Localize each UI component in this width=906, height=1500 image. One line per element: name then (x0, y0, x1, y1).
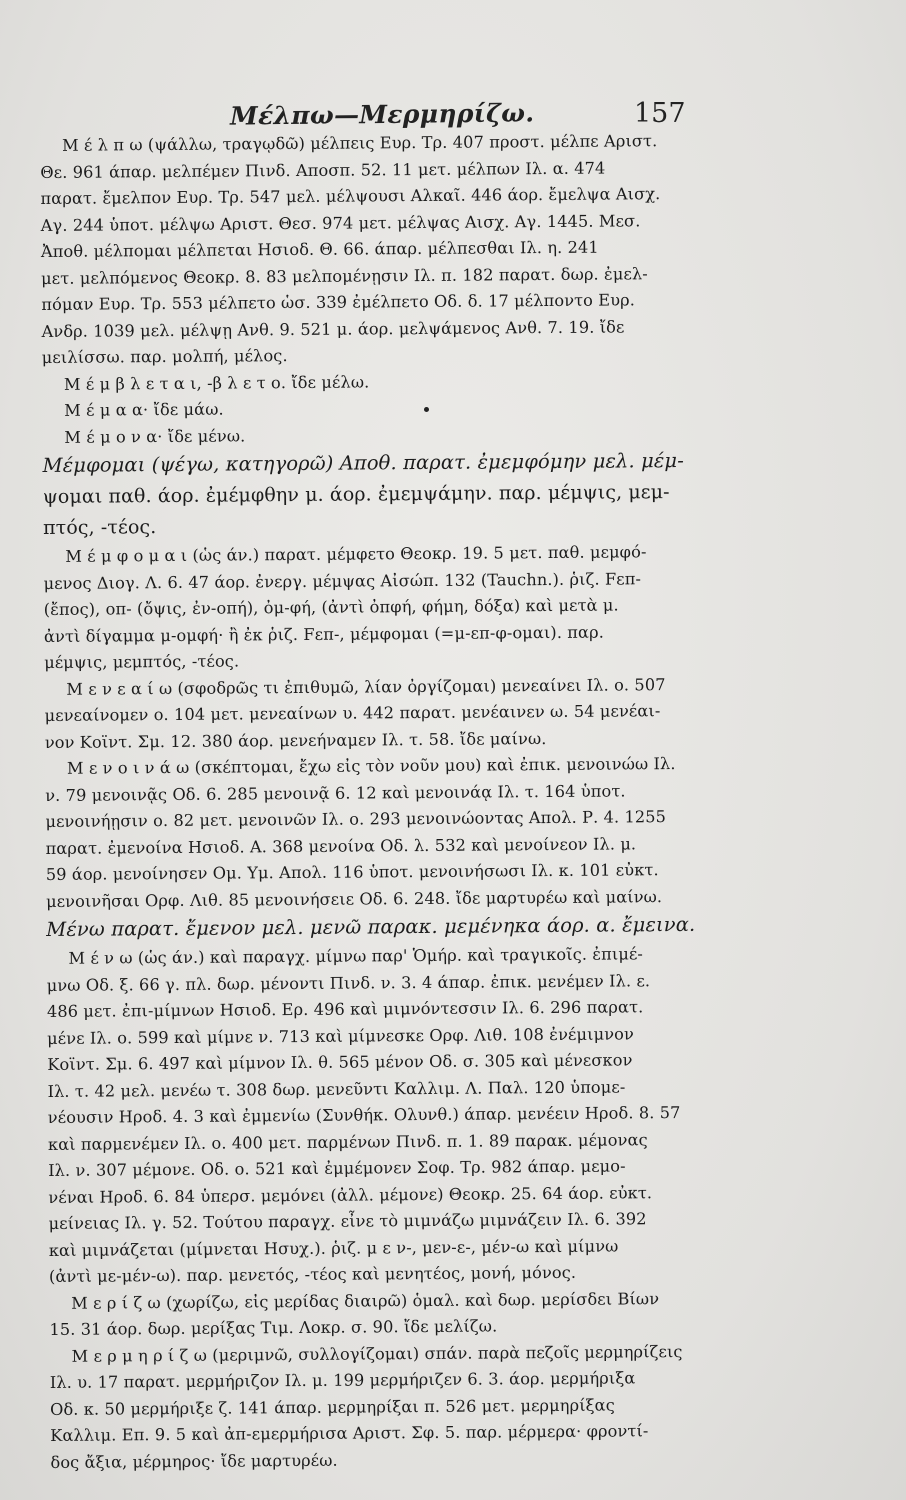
text-line: Μ ε ν ο ι ν ά ω (σκέπτομαι, ἔχω εἰς τὸν νοῦν μου) καὶ ἐπικ. μενοινώω Ιλ. (66, 754, 676, 778)
text-line: Μένω παρατ. ἔμενον μελ. μενῶ παρακ. μεμένηκα άορ. α. ἔμεινα. (46, 912, 696, 941)
text-line: μετ. μελπόμενος Θεοκρ. 8. 83 μελπομένῃσιν Ιλ. π. 182 παρατ. δωρ. ἐμελ- (41, 263, 648, 288)
text-line: μείνειας Ιλ. γ. 52. Τούτου παραγχ. εἶνε τὸ μιμνάζω μιμνάζειν Ιλ. 6. 392 (48, 1209, 647, 1233)
text-line: Μ ε ν ε α ί ω (σφοδρῶς τι ἐπιθυμῶ, λίαν ὀργίζομαι) μενεαίνει Ιλ. ο. 507 (66, 674, 666, 699)
text-line: παρατ. ἔμελπον Ευρ. Τρ. 547 μελ. μέλψουσι Αλκαῖ. 446 άορ. ἔμελψα Αισχ. (40, 184, 661, 208)
text-line: Κοϊντ. Σμ. 6. 497 καὶ μίμνον Ιλ. θ. 565 μένον Οδ. σ. 305 καὶ μένεσκον (47, 1050, 633, 1074)
text-line: Ἀποθ. μέλπομαι μέλπεται Ησιοδ. Θ. 66. άπαρ. μέλπεσθαι Ιλ. η. 241 (40, 237, 599, 261)
text-line: Μ έ λ π ω (ψάλλω, τραγῳδῶ) μέλπεις Ευρ. Τρ. 407 προστ. μέλπε Αριστ. (62, 131, 658, 155)
text-line: πτός, -τέος. (43, 516, 157, 539)
text-line: νέναι Ηροδ. 6. 84 ὑπερσ. μεμόνει (ἀλλ. μέμονε) Θεοκρ. 25. 64 άορ. εὐκτ. (48, 1182, 653, 1207)
text-line: Αγ. 244 ὑποτ. μέλψω Αριστ. Θεσ. 974 μετ. μέλψας Αισχ. Αγ. 1445. Μεσ. (40, 210, 641, 235)
text-line: νέουσιν Ηροδ. 4. 3 καὶ ἐμμενίω (Συνθήκ. Ολυνθ.) άπαρ. μενέειν Ηροδ. 8. 57 (47, 1103, 681, 1127)
text-line: 15. 31 άορ. δωρ. μερίξας Τιμ. Λοκρ. σ. 90. ἴδε μελίζω. (49, 1316, 498, 1339)
text-line: Ιλ. τ. 42 μελ. μενέω τ. 308 δωρ. μενεῦντι Καλλιμ. Λ. Παλ. 120 ὑπομε- (47, 1076, 626, 1101)
text-line: μειλίσσω. παρ. μολπή, μέλος. (41, 346, 288, 367)
text-line: Ιλ. υ. 17 παρατ. μερμήριζον Ιλ. μ. 199 μερμήριζεν 6. 3. άορ. μερμήριξα (49, 1368, 636, 1392)
text-line: ν. 79 μενοινᾷς Οδ. 6. 285 μενοινᾷ 6. 12 καὶ μενοινάᾳ Ιλ. τ. 164 ὑποτ. (45, 780, 626, 805)
text-line: Μ ε ρ μ η ρ ί ζ ω (μεριμνῶ, συλλογίζομαι) σπάν. παρὰ πεζοῖς μερμηρίζεις (71, 1341, 683, 1366)
running-title: Μέλπω—Μερμηρίζω. (229, 98, 535, 131)
text-line: (ἀντὶ με-μέν-ω). παρ. μενετός, -τέος καὶ μενητέος, μονή, μόνος. (48, 1262, 577, 1286)
text-line: καὶ μιμνάζεται (μίμνεται Ησυχ.). ῥιζ. μ ε ν-, μεν-ε-, μέν-ω καὶ μίμνω (48, 1235, 619, 1260)
text-line: Μ έ μ ο ν α· ἴδε μένω. (64, 425, 246, 447)
text-line: μενος Διογ. Λ. 6. 47 άορ. ἐνεργ. μέμψας Αἰσώπ. 132 (Tauchn.). ῥιζ. Fεπ- (43, 568, 642, 593)
text-line: Ιλ. ν. 307 μέμονε. Οδ. ο. 521 καὶ ἐμμέμονεν Σοφ. Τρ. 982 άπαρ. μεμο- (48, 1156, 626, 1180)
text-line: Μ έ μ φ ο μ α ι (ὡς άν.) παρατ. μέμφετο Θεοκρ. 19. 5 μετ. παθ. μεμφό- (65, 542, 647, 566)
text-line: ψομαι παθ. άορ. ἐμέμφθην μ. άορ. ἐμεμψάμην. παρ. μέμψις, μεμ- (42, 481, 670, 508)
text-line: Μ ε ρ ί ζ ω (χωρίζω, εἰς μερίδας διαιρῶ) ὁμαλ. καὶ δωρ. μερίσδει Βίων (71, 1288, 660, 1313)
text-line: μενεαίνομεν ο. 104 μετ. μενεαίνων υ. 442 παρατ. μενέαινεν ω. 54 μενέαι- (44, 701, 661, 725)
text-line: παρατ. ἐμενοίνα Ησιοδ. Α. 368 μενοίνα Οδ. λ. 532 καὶ μενοίνεον Ιλ. μ. (45, 833, 637, 858)
text-line: Μ έ ν ω (ὡς άν.) καὶ παραγχ. μίμνω παρ' Ὁμήρ. καὶ τραγικοῖς. ἐπιμέ- (68, 944, 644, 968)
page-number: 157 (634, 98, 686, 129)
text-line: (ἔπος), οπ- (ὄψις, ἐν-οπή), ὀμ-φή, (ἀντὶ ὀπφή, φήμη, δόξα) καὶ μετὰ μ. (43, 595, 619, 619)
ink-dot (424, 407, 429, 412)
text-line: Μ έ μ α α· ἴδε μάω. (64, 399, 224, 420)
text-line: ἀντὶ δίγαμμα μ-ομφή· ἢ ἐκ ῥιζ. Fεπ-, μέμφομαι (=μ-επ-φ-ομαι). παρ. (43, 622, 604, 646)
text-line: μέμψις, μεμπτός, -τέος. (44, 651, 240, 672)
text-line: μενοινῆσαι Ορφ. Λιθ. 85 μενοινήσειε Οδ. 6. 248. ἴδε μαρτυρέω καὶ μαίνω. (45, 886, 663, 911)
text-line: πόμαν Ευρ. Τρ. 553 μέλπετο ὡσ. 339 ἐμέλπετο Οδ. δ. 17 μέλποντο Ευρ. (41, 290, 636, 314)
text-line: Μ έ μ β λ ε τ α ι, -β λ ε τ ο. ἴδε μέλω. (63, 371, 370, 394)
text-line: καὶ παρμενέμεν Ιλ. ο. 400 μετ. παρμένων Πινδ. π. 1. 89 παρακ. μέμονας (47, 1129, 648, 1154)
text-line: νον Κοϊντ. Σμ. 12. 380 άορ. μενεήναμεν Ιλ. τ. 58. ἴδε μαίνω. (44, 728, 547, 752)
text-line: 486 μετ. ἐπι-μίμνων Ησιοδ. Ερ. 496 καὶ μιμνόντεσσιν Ιλ. 6. 296 παρατ. (46, 997, 644, 1021)
text-line: 59 άορ. μενοίνησεν Ομ. Υμ. Απολ. 116 ὑποτ. μενοινήσωσι Ιλ. κ. 101 εὐκτ. (45, 860, 659, 884)
dictionary-entries (40, 126, 906, 1476)
text-line: μένε Ιλ. ο. 599 καὶ μίμνε ν. 713 καὶ μίμνεσκε Ορφ. Λιθ. 108 ἐνέμιμνον (47, 1023, 634, 1048)
text-line: Θε. 961 άπαρ. μελπέμεν Πινδ. Αποσπ. 52. 11 μετ. μέλπων Ιλ. α. 474 (40, 158, 606, 182)
text-line: Ανδρ. 1039 μελ. μέλψῃ Ανθ. 9. 521 μ. άορ. μελψάμενος Ανθ. 7. 19. ἴδε (41, 316, 625, 341)
text-line: Οδ. κ. 50 μερμήριξε ζ. 141 άπαρ. μερμηρίξαι π. 526 μετ. μερμηρίξας (49, 1395, 615, 1419)
text-line: Μέμφομαι (ψέγω, κατηγορῶ) Αποθ. παρατ. ἐμεμφόμην μελ. μέμ- (42, 448, 684, 477)
text-line: μενοινήῃσιν ο. 82 μετ. μενοινῶν Ιλ. ο. 293 μενοινώοντας Απολ. Ρ. 4. 1255 (45, 807, 667, 831)
text-line: δος ἄξια, μέρμηρος· ἴδε μαρτυρέω. (50, 1450, 338, 1472)
text-line: Καλλιμ. Επ. 9. 5 καὶ ἀπ-εμερμήρισα Αριστ. Σφ. 5. παρ. μέρμερα· φροντί- (50, 1421, 649, 1445)
text-line: μνω Οδ. ξ. 66 γ. πλ. δωρ. μένοντι Πινδ. ν. 3. 4 άπαρ. ἐπικ. μενέμεν Ιλ. ε. (46, 970, 651, 995)
